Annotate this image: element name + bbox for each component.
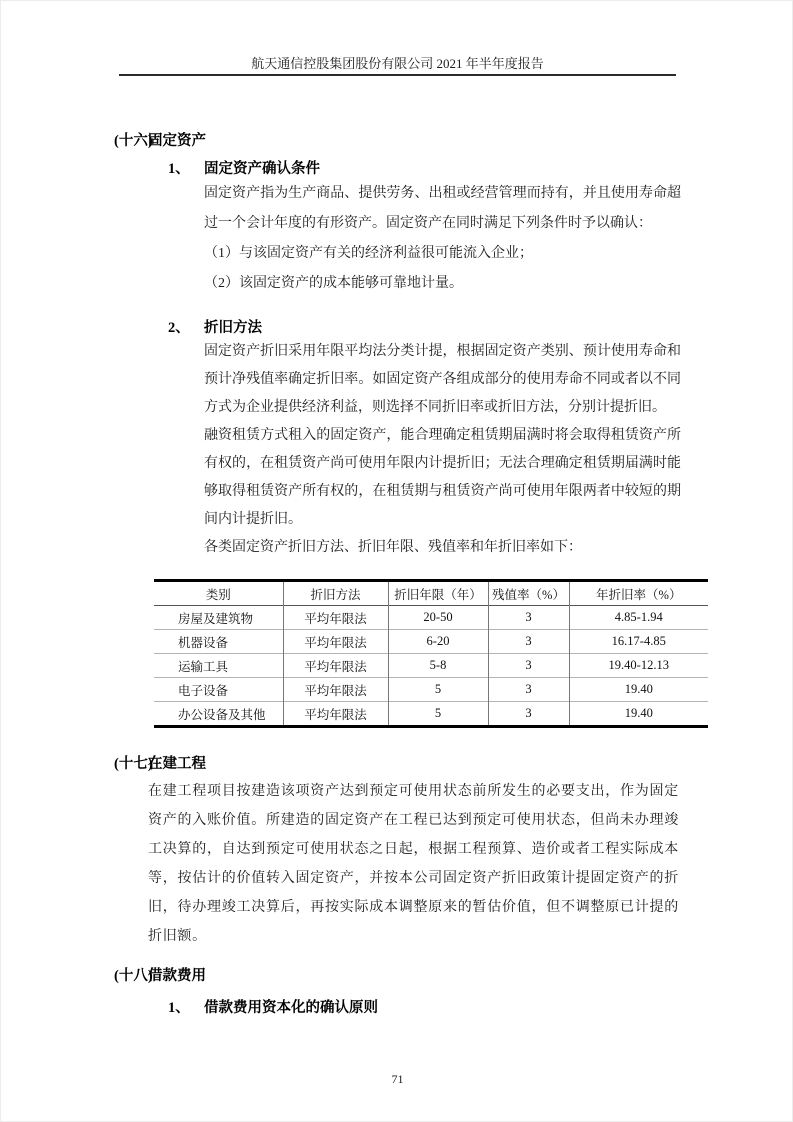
table-header-row xyxy=(154,581,708,606)
table-header-category: 类别 xyxy=(205,587,231,602)
table-cell: 3 xyxy=(488,630,569,654)
table-cell: 运输工具 xyxy=(178,659,229,674)
table-cell: 3 xyxy=(488,702,569,727)
sub-heading-18-1-title: 借款费用资本化的确认原则 xyxy=(204,1000,378,1016)
table-cell: 19.40 xyxy=(569,678,708,702)
recognition-condition-item-1: （1）与该固定资产有关的经济利益很可能流入企业； xyxy=(204,246,533,261)
sub-heading-fixed-asset-recognition xyxy=(168,159,320,179)
section-16-heading xyxy=(114,131,206,151)
section-17-heading xyxy=(114,754,206,774)
section-18-number: (十八) xyxy=(114,968,153,984)
table-cell: 5-8 xyxy=(388,654,488,678)
table-row xyxy=(154,630,708,654)
table-cell: 6-20 xyxy=(388,630,488,654)
report-header-title: 航天通信控股集团股份有限公司 2021 年半年度报告 xyxy=(251,56,544,71)
table-cell: 3 xyxy=(488,654,569,678)
page-number: 71 xyxy=(391,1072,404,1086)
table-row xyxy=(154,678,708,702)
table-cell: 房屋及建筑物 xyxy=(178,611,254,626)
table-cell: 平均年限法 xyxy=(283,630,388,654)
table-cell: 20-50 xyxy=(388,606,488,630)
sub-heading-2-number: 2、 xyxy=(168,320,190,336)
section-18-title: 借款费用 xyxy=(148,968,206,984)
table-header-years: 折旧年限（年） xyxy=(388,581,488,606)
depreciation-table xyxy=(154,579,708,728)
section-17-number: (十七) xyxy=(114,756,153,772)
section-17-title: 在建工程 xyxy=(148,756,206,772)
sub-heading-borrowing-costs-capitalization xyxy=(168,998,378,1018)
depreciation-table-lead-in: 各类固定资产折旧方法、折旧年限、残值率和年折旧率如下： xyxy=(204,540,582,555)
table-cell: 4.85-1.94 xyxy=(569,606,708,630)
header-divider xyxy=(119,74,676,76)
sub-heading-2-title: 折旧方法 xyxy=(204,320,262,336)
table-cell: 5 xyxy=(388,702,488,727)
depreciation-method-paragraph-2: 融资租赁方式租入的固定资产，能合理确定租赁期届满时将会取得租赁资产所有权的，在租赁资产尚可使用年限内计提折旧；无法合理确定租赁期届满时能够取得租赁资产所有权的，在租赁期与租赁资产尚可使用年限两者中较短的期间内计提折旧。 xyxy=(204,428,681,527)
table-cell: 平均年限法 xyxy=(283,678,388,702)
fixed-asset-recognition-paragraph: 固定资产指为生产商品、提供劳务、出租或经营管理而持有，并且使用寿命超过一个会计年度的有形资产。固定资产在同时满足下列条件时予以确认： xyxy=(204,186,681,231)
table-row xyxy=(154,606,708,630)
table-cell: 平均年限法 xyxy=(283,606,388,630)
sub-heading-18-1-number: 1、 xyxy=(168,1000,190,1016)
sub-heading-depreciation-method xyxy=(168,318,262,338)
table-header-annual-rate: 年折旧率（%） xyxy=(569,581,708,606)
table-header-residual-rate: 残值率（%） xyxy=(488,581,569,606)
section-16-number: (十六) xyxy=(114,133,153,149)
recognition-condition-item-2: （2）该固定资产的成本能够可靠地计量。 xyxy=(204,276,463,291)
table-cell: 19.40-12.13 xyxy=(569,654,708,678)
table-cell: 机器设备 xyxy=(178,635,229,650)
table-row xyxy=(154,654,708,678)
table-cell: 办公设备及其他 xyxy=(178,707,266,722)
table-cell: 3 xyxy=(488,678,569,702)
table-cell: 19.40 xyxy=(569,702,708,727)
sub-heading-1-number: 1、 xyxy=(168,161,190,177)
section-16-title: 固定资产 xyxy=(148,133,206,149)
construction-in-progress-paragraph: 在建工程项目按建造该项资产达到预定可使用状态前所发生的必要支出，作为固定资产的入账价值。所建造的固定资产在工程已达到预定可使用状态，但尚未办理竣工决算的，自达到预定可使用状态之日起，根据工程预算、造价或者工程实际成本等，按估计的价值转入固定资产，并按本公司固定资产折旧政策计提固定资产的折旧，待办理竣工决算后，再按实际成本调整原来的暂估价值，但不调整原已计提的折旧额。 xyxy=(148,784,679,944)
table-cell: 平均年限法 xyxy=(283,702,388,727)
section-18-heading xyxy=(114,966,206,986)
sub-heading-1-title: 固定资产确认条件 xyxy=(204,161,320,177)
table-row xyxy=(154,702,708,727)
table-cell: 5 xyxy=(388,678,488,702)
table-cell: 平均年限法 xyxy=(283,654,388,678)
table-cell: 16.17-4.85 xyxy=(569,630,708,654)
table-header-method: 折旧方法 xyxy=(283,581,388,606)
table-cell: 电子设备 xyxy=(178,683,229,698)
depreciation-method-paragraph-1: 固定资产折旧采用年限平均法分类计提，根据固定资产类别、预计使用寿命和预计净残值率确定折旧率。如固定资产各组成部分的使用寿命不同或者以不同方式为企业提供经济利益，则选择不同折旧率或折旧方法，分别计提折旧。 xyxy=(204,344,681,415)
table-cell: 3 xyxy=(488,606,569,630)
